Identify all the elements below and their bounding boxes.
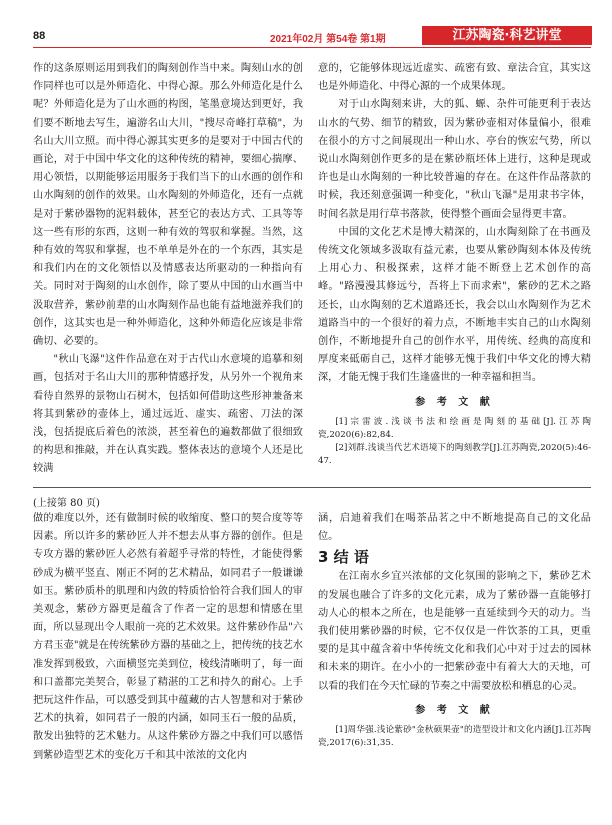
paragraph: 作的这条原则运用到我们的陶刻创作当中来。陶刻山水的创作同样也可以是外师造化、中得心源。那么外师造化是什么呢？外师造化是为了山水画的构图，笔墨意境达到更好，我们要不断地去写生，遍游名山大川，"搜尽奇峰打草稿"，为名山大川立照。而中得心源其实更多的是要对于中国古代的画论，对于中国中华文化的这种传统的精神，要细心揣摩、用心领悟，以期能够运用服务于我们当下的山水画的创作和山水陶刻的创作的效果。山水陶刻的外师造化，还有一点就是对于紫砂器物的泥料载体，甚至它的表达方式、工具等等这一些有形的东西，这则一种有效的驾驭和掌握。当然，这种有效的驾驭和掌握，也不单单是外在的一个东西，其实是和我们内在的文化领悟以及情感表达所驱动的一种指向有关。同时对于陶刻的山水创作，除了要从中国的山水画当中汲取营养，紫砂前辈的山水陶刻作品也能有益地滋养我们的创作，这其实也是一种外师造化，这种外师造化应该是非常确切、必要的。 — [33, 63, 303, 348]
paragraph: 中国的文化艺术是博大精深的，山水陶刻除了在书画及传统文化领域多汲取有益元素，也要从紫砂陶刻本体及传统上用心力、积极探索，这样才能不断登上艺术创作的高峰。"路漫漫其修远兮，吾将上下而求索"，紫砂的艺术之路还长，山水陶刻的艺术道路还长，我会以山水陶刻作为艺术道路当中的一个很好的着力点，不断地丰实自己的山水陶刻创作，不断地提升自己的创作水平，用传统、经典的高度和厚度来砥砺自己，这样才能够无愧于我们中华文化的博大精深，才能无愧于我们生逢盛世的一种幸福和担当。 — [318, 226, 591, 384]
lower-right-column — [318, 510, 591, 750]
references-title: 参 考 文 献 — [415, 396, 494, 408]
references-title: 参 考 文 献 — [415, 704, 494, 716]
reference-item: [1]周华强.浅论紫砂"金秋硕果壶"的造型设计和文化内涵[J].江苏陶瓷,2017(6):31,35. — [318, 725, 591, 749]
upper-right-column — [318, 60, 591, 468]
paragraph: "秋山飞瀑"这件作品意在对于古代山水意境的追摹和刻画，包括对于名山大川的那种情感抒发，从另外一个视角来看待自然界的景物山石树木，包括如何借助这些形神兼备来将其到紫砂的壶体上，通过远近、虚实、疏密、刀法的深浅，包括提底后着色的浓淡，甚至着色的遍数都做了很细致的构思和推敲，并在认真实践。整体表达的意境个人还是比较满 — [33, 354, 303, 475]
journal-banner: 江苏陶瓷·科艺讲堂 — [422, 26, 592, 45]
article-divider — [33, 487, 591, 488]
paragraph: 在江南水乡宜兴浓郁的文化氛围的影响之下，紫砂艺术的发展也融合了许多的文化元素，成为了紫砂器一直能够打动人心的根本之所在，也是能够一直延续到今天的动力。当我们使用紫砂器的时候，它不仅仅是一件饮茶的工具，更重要的是其中蕴含着中华传统文化和我们心中对于过去的园林和未来的期许。在小小的一把紫砂壶中有着大大的天地，可以看的我们在今天忙碌的节奏之中需要放松和栖息的心灵。 — [318, 571, 591, 692]
continued-note: (上接第 80 页) — [33, 498, 100, 509]
reference-item: [2]刘群.浅谈当代艺术语境下的陶刻教学[J].江苏陶瓷,2020(5):46-47. — [318, 442, 591, 466]
reference-item: [1]宗雷波.浅谈书法和绘画是陶刻的基础[J].江苏陶瓷,2020(6):82,84. — [318, 416, 591, 440]
paragraph: 做的难度以外，还有做制时候的收缩度、整口的契合度等等因素。所以许多的紫砂匠人并不想去从事方器的创作。但是专攻方器的紫砂匠人必然有着超乎寻常的特性，才能使得紫砂成为横平竖直、刚正不阿的艺术精品，如同君子一般谦谦如玉。紫砂质朴的肌理和内敛的特质恰恰符合我们国人的审美观念，紫砂方器更是蕴含了作者一定的思想和情感在里面，所以显现出令人眼前一亮的艺术效果。这件紫砂作品"六方君玉壶"就是在传统紫砂方器的基础之上，把传统的技艺水准发挥到极致，六面横竖完美到位，棱线清晰明了，每一面和口盖都完美契合，彰显了精湛的工艺和持久的耐心。上手把玩这件作品，可以感受到其中蕴藏的古人智慧和对于紫砂艺术的执着，如同君子一般的内涵，如同玉石一般的品质，散发出独特的艺术魅力。从这件紫砂方器之中我们可以感悟到紫砂造型艺术的变化万千和其中浓浓的文化内 — [33, 513, 303, 761]
lower-left-column — [33, 510, 303, 765]
section-heading: 3 结 语 — [318, 548, 369, 567]
upper-left-column — [33, 60, 303, 479]
header-rule — [33, 47, 591, 48]
paragraph: 意的，它能够体现远近虚实、疏密有致、章法合宜，其实这也是外师造化、中得心源的一个成果体现。 — [318, 63, 591, 93]
page-number: 88 — [33, 30, 46, 42]
paragraph: 涵，启迪着我们在喝茶品茗之中不断地提高自己的文化品位。 — [318, 513, 591, 543]
paragraph: 对于山水陶刻来讲，大的狐、螈、杂件可能更利于表达山水的气势、细节的精致，因为紫砂壶相对体量偏小，很难在很小的方寸之间展现出一种山水、亭台的恢宏气势，所以说山水陶刻创作更多的是在紫砂瓶坯体上进行，这种是现或许也是山水陶刻的一种比较普遍的存在。在这件作品落款的时候，我还刻意强调一种变化，"秋山飞瀑"是用隶书字体，时间名款是用行草书落款，使得整个画面会显得更丰富。 — [318, 99, 591, 220]
issue-info: 2021年02月 第54卷 第1期 — [270, 34, 386, 45]
